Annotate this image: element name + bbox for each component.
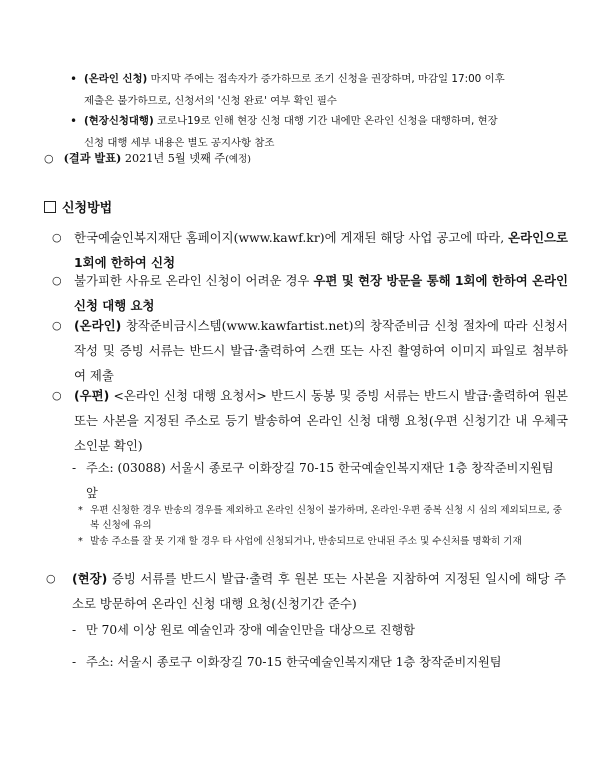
circle-bullet-icon: ○ — [46, 572, 56, 585]
dash-icon: - — [72, 461, 77, 475]
bullet-text-cont: 제출은 불가하므로, 신청서의 '신청 완료' 여부 확인 필수 — [84, 95, 337, 107]
item-bold-text: 우편 및 현장 방문을 통해 1회에 한하여 온라인 신청 대행 요청 — [74, 273, 569, 313]
mail-note-1 — [78, 503, 562, 533]
onsite-address — [72, 650, 564, 675]
circle-bullet-icon: ○ — [44, 152, 54, 165]
circle-bullet-icon: ○ — [52, 389, 62, 402]
item-text: 한국예술인복지재단 홈페이지(www.kawf.kr)에 게재된 해당 사업 공고에 따라, — [74, 230, 509, 245]
mail-note-2 — [78, 534, 562, 549]
square-bullet-icon — [44, 201, 56, 213]
bullet-icon: • — [70, 72, 78, 86]
bullet-text-cont: 신청 대행 세부 내용은 별도 공지사항 참조 — [84, 137, 275, 149]
onsite-address-text: 주소: 서울시 종로구 이화장길 70-15 한국예술인복지재단 1층 창작준비지원팀 — [86, 655, 502, 669]
mail-address — [72, 456, 564, 506]
method-item-onsite — [46, 566, 566, 616]
item-label: (현장) — [72, 571, 108, 586]
onsite-eligibility-text: 만 70세 이상 원로 예술인과 장애 예술인만을 대상으로 진행함 — [86, 623, 416, 637]
item-bold-text: 온라인으로 1회에 한하여 신청 — [74, 230, 568, 270]
result-note: (예정) — [225, 154, 251, 165]
item-text: 불가피한 사유로 온라인 신청이 어려운 경우 — [74, 273, 314, 288]
circle-bullet-icon: ○ — [52, 231, 62, 244]
circle-bullet-icon: ○ — [52, 319, 62, 332]
method-item-mail — [52, 383, 568, 458]
dash-icon: - — [72, 655, 77, 669]
section-title: 신청방법 — [62, 201, 113, 216]
result-label: (결과 발표) — [63, 151, 122, 165]
method-item-online-procedure — [52, 313, 568, 388]
note-text: 우편 신청한 경우 반송의 경우를 제외하고 온라인 신청이 불가하며, 온라인·우편 중복 신청 시 심의 제외되므로, 중복 신청에 유의 — [90, 505, 562, 531]
item-label: (우편) — [74, 388, 110, 403]
dash-icon: - — [72, 623, 77, 637]
bullet-onsite-proxy — [70, 110, 570, 154]
section-heading — [44, 197, 112, 216]
bullet-online-application — [70, 68, 570, 112]
item-text: <온라인 신청 대행 요청서> 반드시 동봉 및 증빙 서류는 반드시 발급·출력하여 원본 또는 사본을 지정된 주소로 등기 발송하여 온라인 신청 대행 요청(우편 신청기간 내 우체국 소인분 확인) — [74, 388, 568, 453]
result-text: 2021년 5월 넷째 주 — [121, 152, 226, 165]
bullet-icon: • — [70, 114, 78, 128]
bullet-text: 마지막 주에는 접속자가 증가하므로 조기 신청을 권장하며, 마감일 17:00 이후 — [147, 73, 505, 85]
result-announcement — [44, 150, 251, 166]
method-item-proxy — [52, 268, 568, 318]
mail-address-text: 주소: (03088) 서울시 종로구 이화장길 70-15 한국예술인복지재단 1층 창작준비지원팀 앞 — [86, 461, 554, 500]
asterisk-icon: * — [78, 505, 83, 516]
item-text: 창작준비금시스템(www.kawfartist.net)의 창작준비금 신청 절차에 따라 신청서 작성 및 증빙 서류는 반드시 발급·출력하여 스캔 또는 사진 촬영하여 이미지 파일로 첨부하여 제출 — [74, 318, 568, 383]
item-label: (온라인) — [74, 318, 122, 333]
item-text: 증빙 서류를 반드시 발급·출력 후 원본 또는 사본을 지참하여 지정된 일시에 해당 주소로 방문하여 온라인 신청 대행 요청(신청기간 준수) — [72, 571, 566, 611]
bullet-text: 코로나19로 인해 현장 신청 대행 기간 내에만 온라인 신청을 대행하며, 현장 — [153, 115, 498, 127]
note-text: 발송 주소를 잘 못 기재 할 경우 타 사업에 신청되거나, 반송되므로 안내된 주소 및 수신처를 명확히 기재 — [90, 536, 522, 547]
asterisk-icon: * — [78, 536, 83, 547]
onsite-eligibility — [72, 618, 564, 643]
bullet-label: (온라인 신청) — [84, 73, 148, 85]
circle-bullet-icon: ○ — [52, 274, 62, 287]
bullet-label: (현장신청대행) — [84, 115, 154, 127]
